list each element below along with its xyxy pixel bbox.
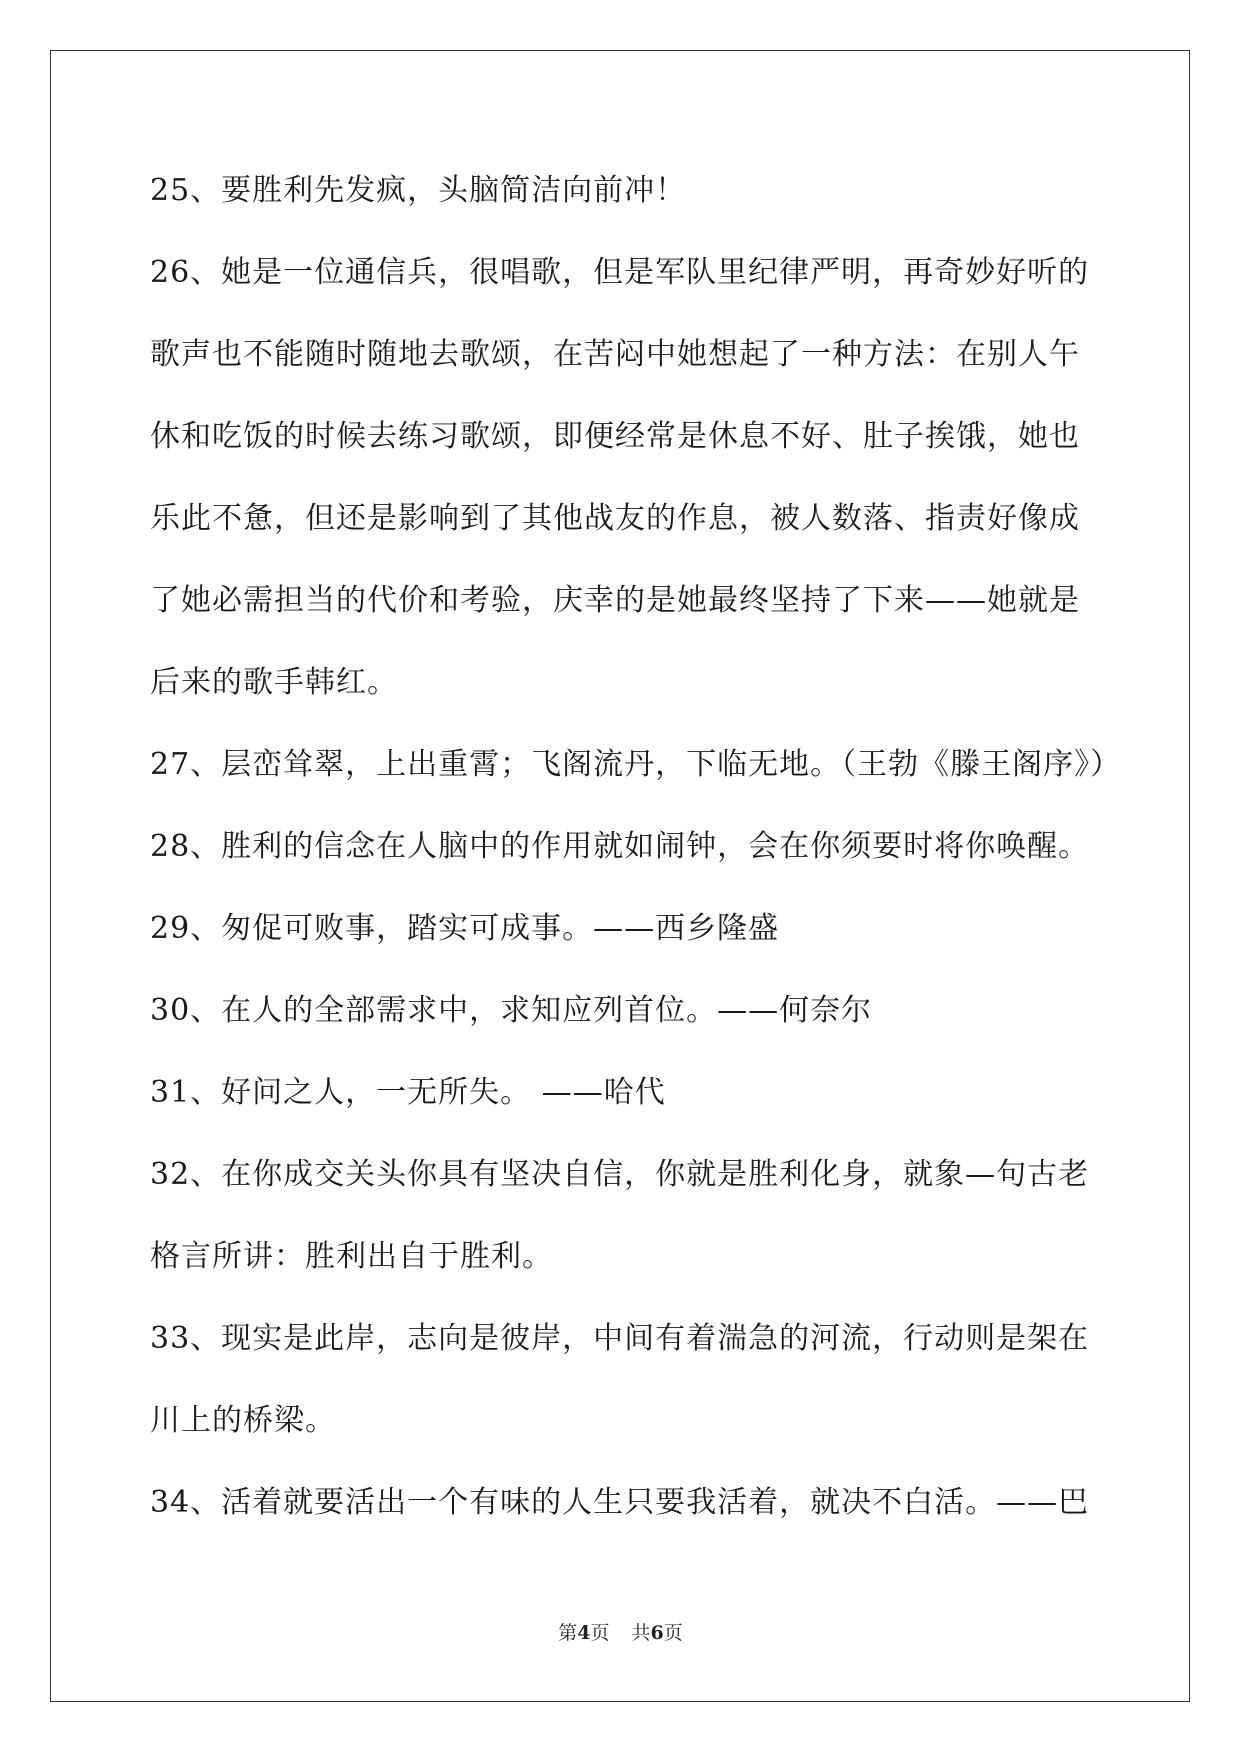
text-line: 后来的歌手韩红。 bbox=[150, 665, 398, 700]
text-line: 26、她是一位通信兵，很唱歌，但是军队里纪律严明，再奇妙好听的 bbox=[150, 255, 1090, 290]
page-prefix: 第 bbox=[558, 1622, 578, 1644]
page-suffix: 页 bbox=[590, 1622, 610, 1644]
text-line: 30、在人的全部需求中，求知应列首位。——何奈尔 bbox=[150, 993, 873, 1028]
text-line: 29、匆促可败事，踏实可成事。——西乡隆盛 bbox=[150, 911, 780, 946]
text-line: 25、要胜利先发疯，头脑简洁向前冲！ bbox=[150, 173, 687, 208]
text-line: 格言所讲：胜利出自于胜利。 bbox=[150, 1239, 553, 1274]
text-line: 31、好问之人，一无所失。 ——哈代 bbox=[150, 1075, 666, 1110]
text-line: 33、现实是此岸，志向是彼岸，中间有着湍急的河流，行动则是架在 bbox=[150, 1321, 1090, 1356]
total-suffix: 页 bbox=[663, 1622, 683, 1644]
text-line: 了她必需担当的代价和考验，庆幸的是她最终坚持了下来——她就是 bbox=[150, 583, 1080, 618]
text-line: 休和吃饭的时候去练习歌颂，即便经常是休息不好、肚子挨饿，她也 bbox=[150, 419, 1080, 454]
document-body bbox=[150, 150, 1122, 1544]
text-line: 27、层峦耸翠，上出重霄；飞阁流丹，下临无地。（王勃《滕王阁序》） bbox=[150, 747, 1122, 782]
total-prefix: 共 bbox=[631, 1622, 651, 1644]
text-line: 乐此不惫，但还是影响到了其他战友的作息，被人数落、指责好像成 bbox=[150, 501, 1080, 536]
text-line: 32、在你成交关头你具有坚决自信，你就是胜利化身，就象—句古老 bbox=[150, 1157, 1090, 1192]
current-page-number: 4 bbox=[577, 1622, 591, 1644]
text-line: 34、活着就要活出一个有味的人生只要我活着，就决不白活。——巴 bbox=[150, 1485, 1090, 1520]
text-line: 28、胜利的信念在人脑中的作用就如闹钟，会在你须要时将你唤醒。 bbox=[150, 829, 1090, 864]
page-footer bbox=[0, 1618, 1241, 1645]
total-page-number: 6 bbox=[650, 1622, 664, 1644]
text-line: 川上的桥梁。 bbox=[150, 1403, 336, 1438]
text-line: 歌声也不能随时随地去歌颂，在苦闷中她想起了一种方法：在别人午 bbox=[150, 337, 1080, 372]
